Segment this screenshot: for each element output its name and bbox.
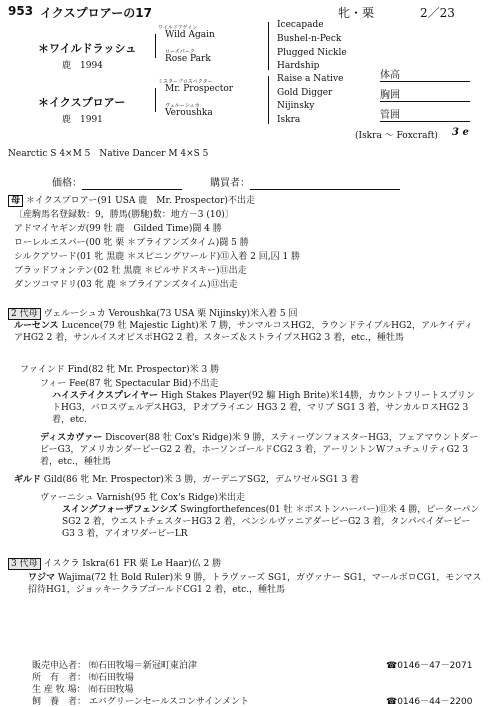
gs2-name: Rose Park — [165, 54, 211, 64]
footer-keeper-tel: ☎0146－44－2200 — [386, 697, 473, 707]
ggs-4: Hardship — [277, 61, 320, 71]
sd-entry-2: ファインド Find(82 牝 Mr. Prospector)米 3 勝 — [20, 365, 220, 375]
dam-info: 鹿 1991 — [62, 115, 103, 125]
progeny-4: ブラッドフォンテン(02 牡 黒鹿 ＊ピルサドスキー)⑪出走 — [14, 266, 247, 276]
family-line: (Iskra ～ Foxcraft) — [355, 131, 438, 141]
sd-entry-6: ギルド Gild(86 牝 Mr. Prospector)米 3 勝，ガーデニアSG2，デムワゼルSG1 3 着 — [14, 475, 360, 485]
sex-color: 牝・栗 — [338, 6, 375, 20]
cannon-label: 管囲 — [380, 106, 470, 122]
dam-name: ＊イクスプロアー — [38, 96, 126, 109]
progeny-1: アドマイヤギンガ(99 牡 鹿 Gilded Time)闘 4 勝 — [14, 224, 222, 234]
gs1-name: Wild Again — [165, 30, 215, 40]
height-label: 体高 — [380, 66, 470, 82]
gs4-kana: ヴェルーシュカ — [165, 103, 200, 109]
ggs-2: Bushel-n-Peck — [277, 34, 342, 44]
inbreeding: Nearctic S 4×M 5 Native Dancer M 4×S 5 — [8, 149, 209, 159]
pedigree-bracket — [268, 76, 269, 124]
footer-seller-tel: ☎0146－47－2071 — [386, 661, 473, 671]
gs1-kana: ワイルドアゲイン — [158, 25, 198, 31]
progeny-3: シルクアワード(01 牝 黒鹿 ＊スピニングワールド)⑪入着 2 回,囚 1 勝 — [14, 252, 301, 262]
horse-name: イクスプロアーの17 — [40, 6, 152, 20]
buyer-field: 購買者： — [210, 174, 400, 190]
sd-entry-8: スイングフォーザフェンシズ Swingforthefences(01 牡 ＊ボストンハーバー)⑪米 4 勝，ピーターパンSG2 2 着，ウエストチェスターHG3 2 着，ベンシルヴァニアダービーG2 3 着，タンパベイダービーG3 3 着，アイオワダービーLR — [62, 505, 480, 539]
pedigree-bracket — [155, 34, 156, 58]
family-number: 3 e — [452, 127, 469, 138]
progeny-5: ダンツコマドリ(03 牝 鹿 ＊ブライアンズタイム)⑪出走 — [14, 280, 238, 290]
dam-detail: 〔産駒馬名登録数：9，勝馬(勝馳)数：地方－3 (10)〕 — [14, 210, 234, 220]
footer-owner: 所 有 者： ㈲石田牧場 — [32, 673, 134, 683]
pedigree-bracket — [268, 22, 269, 70]
td-entry-1: ワジマ Wajima(72 牡 Bold Ruler)米 9 勝，トラヴァーズ SG1，ガヴァナー SG1，マールボロCG1，モンマス招待HG1，ジョッキークラブゴールドCG1 2 着，etc.，種牡馬 — [28, 573, 482, 595]
gs4-name: Veroushka — [165, 108, 213, 118]
footer-breeder: 生 産 牧 場： ㈲石田牧場 — [32, 685, 134, 695]
chest-label: 胸囲 — [380, 86, 470, 102]
sd-entry-1: ルーセンス Lucence(79 牡 Majestic Light)米 7 勝，サンマルコスHG2，ラウンドテイブルHG2，アルケイディアHG2 2 着，サンルイスオビスポHG2 2 着，スターズ＆ストライプスHG2 3 着，etc.，種牡馬 — [14, 321, 474, 343]
sd-entry-3: フィー Fee(87 牝 Spectacular Bid)不出走 — [40, 379, 219, 389]
ggs-3: Plugged Nickle — [277, 48, 347, 58]
ggs-6: Gold Digger — [277, 88, 333, 98]
sire-info: 鹿 1994 — [62, 61, 103, 71]
foaling-date: 2／23 — [420, 6, 455, 20]
gs3-kana: ミスタープロスペクター — [158, 79, 213, 85]
gs3-name: Mr. Prospector — [165, 84, 234, 94]
ggs-7: Nijinsky — [277, 101, 315, 111]
dam-line: 母 ＊イクスプロアー(91 USA 鹿 Mr. Prospector)不出走 — [8, 193, 255, 206]
sd-entry-4: ハイステイクスプレイヤー High Stakes Player(92 騸 High Brite)米14勝，カウントフリートスプリントHG3，バロスヴェルデスHG3，Ｐオブライエン HG3 2 着，マリブ SG1 3 着，サンカルロスHG2 3 着，etc. — [52, 391, 475, 425]
footer-seller: 販売申込者： ㈲石田牧場＝新冠町東泊津 — [32, 661, 197, 671]
sire-name: ＊ワイルドラッシュ — [38, 42, 137, 55]
ggs-8: Iskra — [277, 115, 301, 125]
price-field: 価格： — [52, 174, 182, 190]
ggs-5: Raise a Native — [277, 74, 344, 84]
lot-number: 953 — [8, 4, 34, 18]
ggs-1: Icecapade — [277, 20, 324, 30]
third-dam-line: 3 代母 イスクラ Iskra(61 FR 栗 Le Haar)仏 2 勝 — [8, 556, 221, 569]
progeny-2: ローレルエスパー(00 牝 栗 ＊ブライアンズタイム)闘 5 勝 — [14, 238, 249, 248]
sd-entry-7: ヴァーニシュ Varnish(95 牝 Cox's Ridge)米出走 — [40, 493, 246, 503]
second-dam-line: 2 代母 ヴェルーシュカ Veroushka(73 USA 栗 Nijinsky)米入着 5 回 — [8, 306, 298, 319]
pedigree-bracket — [155, 88, 156, 112]
gs2-kana: ローズパーク — [165, 49, 195, 55]
footer-keeper: 飼 養 者： エバグリーンセールスコンサインメント — [32, 697, 250, 707]
sd-entry-5: ディスカヴァー Discover(88 牡 Cox's Ridge)米 9 勝，スティーヴンフォスターHG3，フェアマウントダービーG3，アメリカンダービーG2 2 着，ホーソンゴールドCG2 3 着，アーリントンWフュチュリティG2 3 着，etc.，種牡馬 — [40, 433, 479, 467]
